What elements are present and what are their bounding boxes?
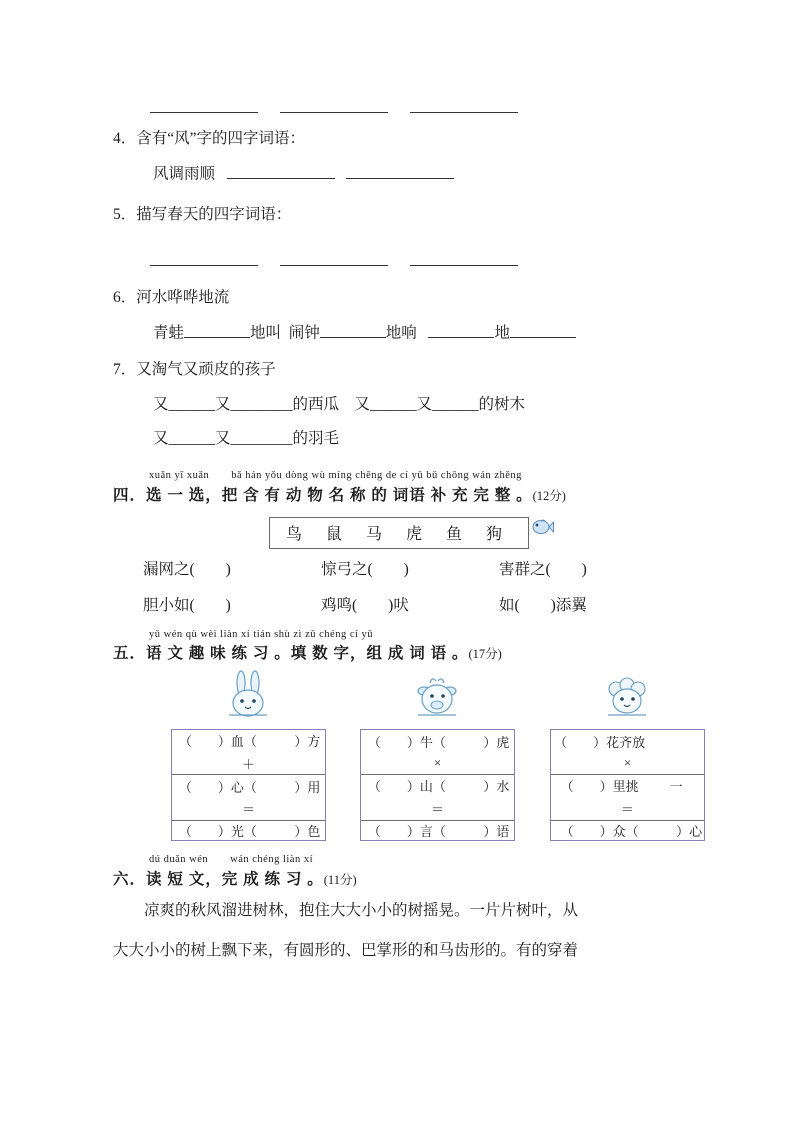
fun-box-rabbit — [171, 729, 326, 841]
fun-table-row — [551, 820, 704, 840]
question-4-prompt: 含有“风”字的四字词语： — [136, 130, 306, 147]
section-six-pinyin: dú duǎn wén wán chéng liàn xí — [149, 853, 314, 865]
q6-tail-1: 地叫 — [250, 324, 282, 342]
section-four-title-text: 四．选 一 选，把 含 有 动 物 名 称 的 词语 补 充 完 整 。 — [113, 486, 533, 504]
answer-blank[interactable] — [428, 321, 494, 338]
section-six — [113, 851, 685, 970]
fun-table-row — [361, 797, 514, 820]
section-five-score: (17分) — [468, 646, 502, 661]
q6-tail-2: 地响 — [385, 324, 417, 342]
fun-table-row — [361, 753, 514, 774]
answer-blank[interactable] — [280, 249, 388, 266]
fun-operator: ＋ — [172, 752, 325, 775]
fun-cell[interactable]: （ ）言（ — [367, 823, 446, 839]
fun-cell[interactable]: （ ）山（ — [367, 779, 446, 795]
fun-operator: × — [361, 753, 514, 774]
fun-cell[interactable]: ）水 — [457, 779, 510, 795]
fun-table-row — [172, 730, 325, 752]
fun-operator: ＝ — [361, 797, 514, 820]
fun-table-row — [551, 753, 704, 774]
answer-blank[interactable] — [227, 162, 335, 179]
q6-tail-3: 地 — [494, 324, 510, 342]
question-7 — [113, 359, 685, 381]
fun-exercise-area — [113, 669, 703, 849]
idiom-cell[interactable]: 害群之( ) — [499, 560, 587, 578]
fun-cell[interactable]: ）语 — [457, 823, 510, 839]
fun-cell[interactable]: 一 — [669, 779, 683, 795]
fun-operator: ＝ — [172, 798, 325, 821]
fun-cell[interactable]: （ ）花齐放 — [554, 734, 646, 750]
question-4-answer-row — [113, 162, 685, 186]
answer-blank[interactable] — [410, 96, 518, 113]
question-4-example: 风调雨顺 — [153, 165, 216, 183]
section-five-title — [113, 641, 685, 663]
top-blank-row — [113, 96, 685, 118]
fun-cell[interactable]: （ ）心（ — [178, 779, 257, 795]
fun-cell[interactable]: （ ）光（ — [178, 823, 257, 839]
fun-table-row — [361, 774, 514, 797]
fish-icon — [530, 516, 554, 538]
fun-table-row — [361, 820, 514, 840]
section-four-pinyin: xuǎn yī xuǎn bǎ hán yǒu dòng wù míng chēng de cí yǔ bǔ chōng wán zhěng — [149, 469, 522, 481]
section-five-pinyin: yǔ wén qù wèi liàn xí tián shù zì zǔ chéng cí yǔ — [149, 628, 374, 640]
question-4 — [113, 128, 685, 150]
fun-box-cow — [360, 729, 515, 841]
fun-cell[interactable]: ）方 — [268, 734, 321, 750]
fun-cell[interactable]: （ ）血（ — [178, 734, 257, 750]
idiom-cell[interactable]: 漏网之( ) — [143, 560, 231, 578]
reading-paragraph-line-1: 凉爽的秋风溜进树林，抱住大大小小的树摇晃。一片片树叶，从 — [144, 901, 579, 919]
cow-icon — [396, 669, 480, 731]
fun-table-row — [172, 752, 325, 775]
fun-table-row — [172, 798, 325, 821]
fun-table-row — [361, 730, 514, 753]
answer-blank[interactable] — [510, 321, 576, 338]
fun-table-row — [551, 797, 704, 820]
question-5-answer-row — [113, 249, 685, 271]
fun-table-row — [172, 820, 325, 840]
question-5-prompt: 描写春天的四字词语： — [136, 206, 292, 224]
section-four-title — [113, 483, 685, 505]
idiom-row — [113, 557, 685, 579]
question-4-number: 4． — [113, 130, 137, 147]
question-7-number: 7． — [113, 361, 137, 379]
fun-operator: ＝ — [551, 797, 704, 820]
fun-cell[interactable] — [648, 730, 704, 753]
section-six-score: (11分) — [323, 872, 357, 887]
fun-table — [172, 730, 325, 840]
fun-box-sheep — [550, 729, 705, 841]
fun-cell[interactable]: （ ）牛（ — [367, 734, 446, 750]
fun-cell[interactable]: ）虎 — [457, 734, 510, 750]
fun-cell[interactable]: ）色 — [268, 823, 321, 839]
answer-blank[interactable] — [150, 249, 258, 266]
question-7-prompt: 又淘气又顽皮的孩子 — [136, 361, 276, 379]
answer-blank[interactable] — [410, 249, 518, 266]
question-6-number: 6． — [113, 288, 137, 306]
idiom-cell[interactable]: 如( )添翼 — [499, 596, 587, 614]
question-5-number: 5． — [113, 206, 137, 224]
fun-operator: × — [551, 753, 704, 774]
idiom-cell[interactable]: 惊弓之( ) — [321, 560, 409, 578]
question-6-answer-row — [113, 321, 685, 345]
word-bank-wrap — [113, 517, 685, 549]
idiom-cell[interactable]: 胆小如( ) — [143, 596, 231, 614]
section-six-title — [113, 867, 685, 889]
word-bank — [269, 517, 529, 549]
answer-blank[interactable] — [184, 321, 250, 338]
fun-cell[interactable]: ）心 — [650, 823, 703, 839]
fun-table — [361, 730, 514, 840]
answer-blank[interactable] — [150, 96, 258, 113]
answer-blank[interactable] — [346, 162, 454, 179]
question-6-prompt: 河水哗哗地流 — [136, 288, 230, 306]
sheep-icon — [586, 669, 670, 731]
section-five-title-text: 五．语 文 趣 味 练 习 。填 数 字，组 成 词 语 。 — [113, 644, 469, 662]
fun-table-row — [551, 730, 704, 753]
question-5 — [113, 204, 685, 226]
fun-cell[interactable]: ）用 — [268, 779, 321, 795]
question-6 — [113, 287, 685, 309]
word-bank-text: 鸟 鼠 马 虎 鱼 狗 — [285, 525, 512, 543]
question-7-line-2: 又______又________的羽毛 — [153, 430, 340, 448]
section-six-title-text: 六．读 短 文，完 成 练 习 。 — [113, 870, 324, 888]
answer-blank[interactable] — [280, 96, 388, 113]
idiom-row — [113, 593, 685, 615]
fun-cell[interactable]: （ ）里挑 — [560, 779, 639, 795]
q6-word-2: 闹钟 — [288, 324, 320, 342]
fun-cell[interactable]: （ ）众（ — [560, 823, 639, 839]
worksheet-content — [113, 96, 703, 970]
rabbit-icon — [207, 669, 291, 731]
answer-blank[interactable] — [320, 321, 386, 338]
idiom-cell[interactable]: 鸡鸣( )吠 — [321, 596, 409, 614]
section-four-score: (12分) — [532, 488, 566, 503]
fun-table — [551, 730, 704, 840]
fun-table-row — [551, 774, 704, 797]
reading-paragraph-line-2: 大大小小的树上飘下来，有圆形的、巴掌形的和马齿形的。有的穿着 — [113, 942, 579, 960]
question-7-line-1: 又______又________的西瓜 又______又______的树木 — [153, 395, 526, 413]
q6-word-1: 青蛙 — [153, 324, 185, 342]
fun-table-row — [172, 775, 325, 798]
section-four — [113, 467, 685, 615]
section-five — [113, 628, 703, 849]
